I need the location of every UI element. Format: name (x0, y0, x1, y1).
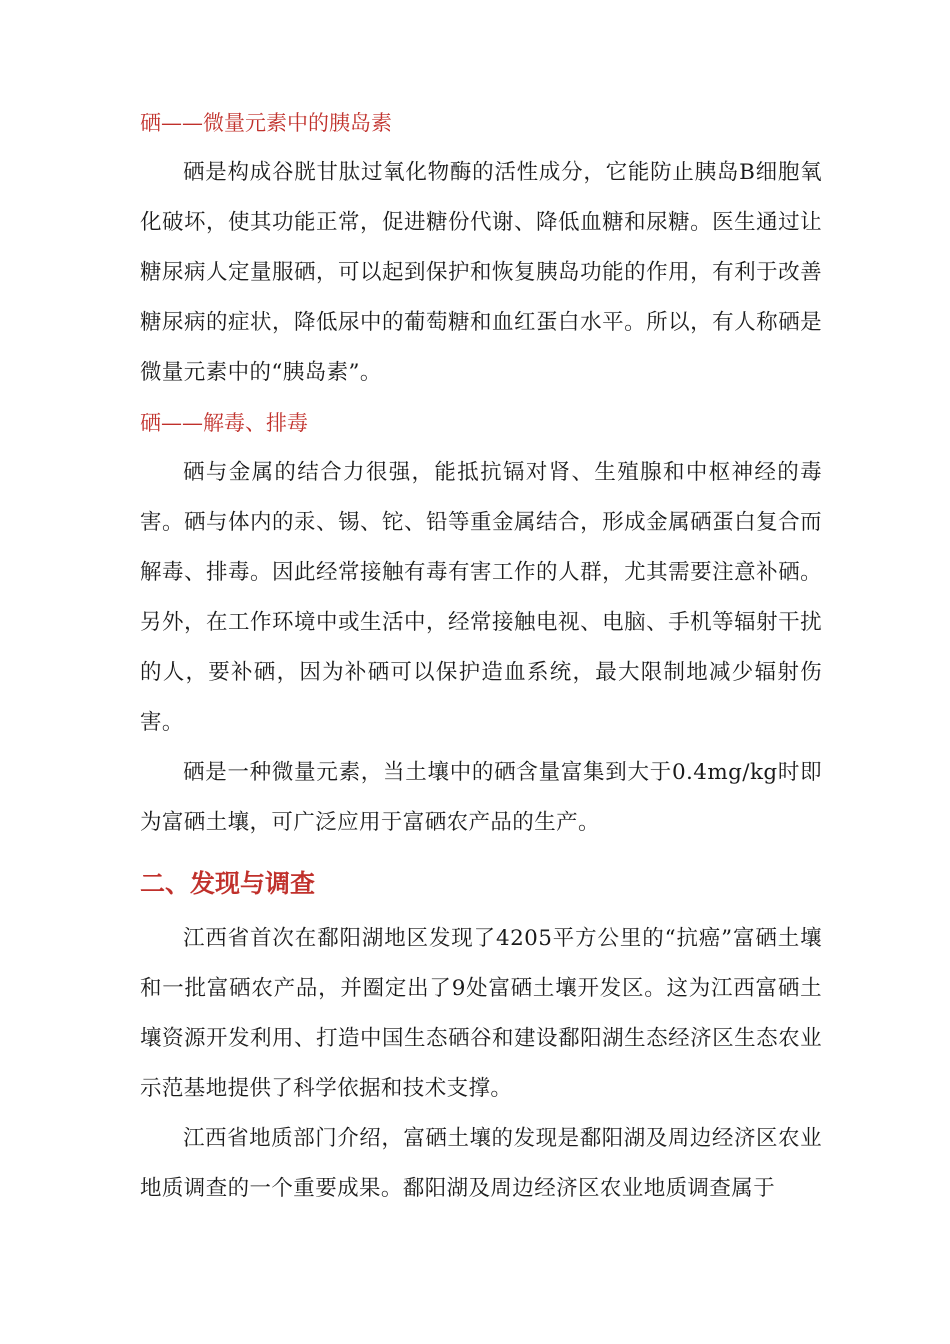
insulin-heading: 硒——微量元素中的胰岛素 (140, 111, 392, 135)
discovery-paragraph-1: 江西省首次在鄱阳湖地区发现了4205平方公里的“抗癌”富硒土壤和一批富硒农产品，并圈定出了9处富硒土壤开发区。这为江西富硒土壤资源开发利用、打造中国生态硒谷和建设鄱阳湖生态经济区生态农业示范基地提供了科学依据和技术支撑。 (140, 926, 822, 1101)
insulin-paragraph: 硒是构成谷胱甘肽过氧化物酶的活性成分，它能防止胰岛B细胞氧化破坏，使其功能正常，促进糖份代谢、降低血糖和尿糖。医生通过让糖尿病人定量服硒，可以起到保护和恢复胰岛功能的作用，有利于改善糖尿病的症状，降低尿中的葡萄糖和血红蛋白水平。所以，有人称硒是微量元素中的“胰岛素”。 (140, 160, 822, 385)
document-page (140, 98, 822, 1214)
discovery-heading: 二、发现与调查 (140, 869, 316, 898)
detox-heading: 硒——解毒、排毒 (140, 411, 308, 435)
discovery-paragraph-2: 江西省地质部门介绍，富硒土壤的发现是鄱阳湖及周边经济区农业地质调查的一个重要成果。鄱阳湖及周边经济区农业地质调查属于 (140, 1126, 822, 1201)
detox-paragraph-2: 硒是一种微量元素，当土壤中的硒含量富集到大于0.4mg/kg时即为富硒土壤，可广泛应用于富硒农产品的生产。 (140, 760, 822, 835)
detox-paragraph-1: 硒与金属的结合力很强，能抵抗镉对肾、生殖腺和中枢神经的毒害。硒与体内的汞、锡、铊、铅等重金属结合，形成金属硒蛋白复合而解毒、排毒。因此经常接触有毒有害工作的人群，尤其需要注意补硒。另外，在工作环境中或生活中，经常接触电视、电脑、手机等辐射干扰的人，要补硒，因为补硒可以保护造血系统，最大限制地减少辐射伤害。 (140, 460, 822, 735)
